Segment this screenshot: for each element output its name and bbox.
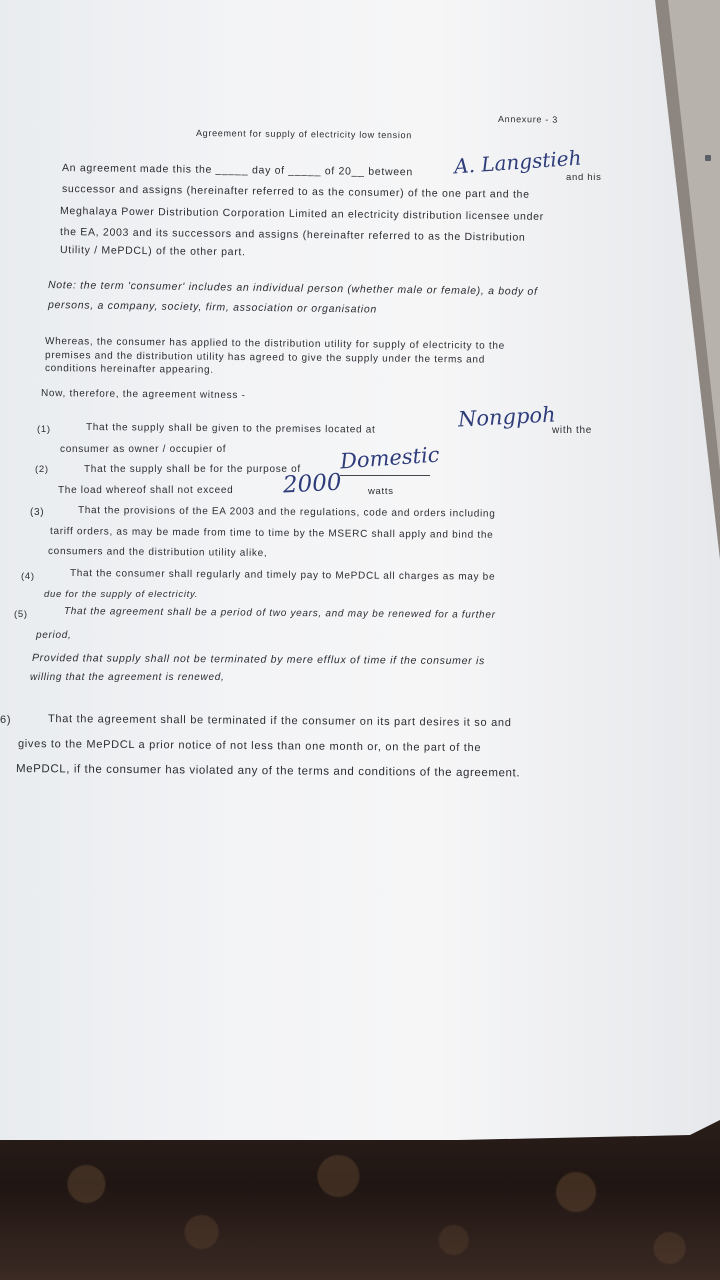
clause-3-number: (3)	[30, 507, 45, 518]
clause-4-line-2: due for the supply of electricity.	[44, 589, 199, 600]
clause-6-line-3: MePDCL, if the consumer has violated any of the terms and conditions of the agreement.	[15, 763, 521, 780]
clause-1-number: (1)	[37, 424, 51, 435]
clause-1-suffix: with the	[552, 425, 593, 436]
clause-3-line-2: tariff orders, as may be made from time to time by the MSERC shall apply and bind the	[49, 526, 494, 541]
clause-5-line-3: Provided that supply shall not be terminated by mere efflux of time if the consumer is	[31, 652, 486, 668]
note-line-2: persons, a company, society, firm, association or organisation	[47, 299, 378, 316]
clause-6-number: 6)	[0, 714, 12, 726]
witness-line: Now, therefore, the agreement witness -	[40, 388, 246, 402]
handwritten-location: Nongpoh	[457, 402, 557, 432]
clause-3-line-3: consumers and the distribution utility alike,	[47, 546, 268, 559]
clause-4-line-1: That the consumer shall regularly and timely pay to MePDCL all charges as may be	[69, 568, 496, 583]
clause-6-line-2: gives to the MePDCL a prior notice of not less than one month or, on the part of the	[17, 738, 482, 755]
clause-5-line-1: That the agreement shall be a period of two years, and may be renewed for a further	[63, 606, 496, 621]
handwritten-purpose: Domestic	[339, 442, 441, 474]
clause-4-number: (4)	[21, 571, 35, 582]
clause-2-line-2: The load whereof shall not exceed	[58, 485, 234, 496]
intro-line-1: An agreement made this the _____ day of _____ of 20__ between	[61, 162, 413, 179]
clause-5-number: (5)	[14, 609, 28, 620]
punch-mark	[705, 155, 711, 161]
note-line-1: Note: the term 'consumer' includes an individual person (whether male or female), a body of	[47, 279, 538, 298]
clause-5-line-2: period,	[36, 630, 72, 641]
handwritten-load: 2000	[282, 469, 343, 499]
whereas-line-2: premises and the distribution utility has agreed to give the supply under the terms and	[44, 350, 486, 366]
clause-2-line-1: That the supply shall be for the purpose of	[84, 464, 301, 475]
clause-6-line-1: That the agreement shall be terminated if the consumer on its part desires it so and	[47, 713, 512, 730]
intro-line-5: Utility / MePDCL) of the other part.	[59, 244, 246, 259]
document-title: Agreement for supply of electricity low tension	[195, 128, 413, 141]
clause-1-line-1: That the supply shall be given to the premises located at	[85, 422, 376, 436]
whereas-line-1: Whereas, the consumer has applied to the distribution utility for supply of electricity to the	[44, 336, 505, 352]
intro-suffix: and his	[566, 172, 602, 183]
intro-line-3: Meghalaya Power Distribution Corporation Limited an electricity distribution licensee under	[59, 205, 544, 223]
purpose-underline	[340, 475, 430, 476]
clause-1-line-2: consumer as owner / occupier of	[60, 444, 227, 455]
annexure-label: Annexure - 3	[497, 114, 558, 125]
intro-line-4: the EA, 2003 and its successors and assigns (hereinafter referred to as the Distribution	[59, 226, 526, 244]
clause-2-number: (2)	[35, 464, 49, 475]
handwritten-consumer-name: A. Langstieh	[453, 145, 583, 179]
clause-3-line-1: That the provisions of the EA 2003 and the regulations, code and orders including	[77, 505, 496, 520]
intro-line-2: successor and assigns (hereinafter referred to as the consumer) of the one part and the	[61, 183, 530, 201]
whereas-line-3: conditions hereinafter appearing.	[44, 363, 214, 376]
carpet-background	[0, 1120, 720, 1280]
clause-2-suffix: watts	[368, 486, 394, 497]
clause-5-line-4: willing that the agreement is renewed,	[30, 672, 225, 683]
